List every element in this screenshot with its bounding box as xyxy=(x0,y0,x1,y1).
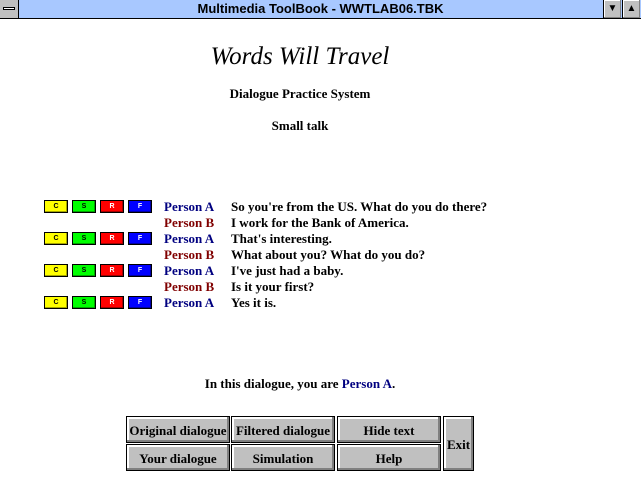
dialogue-line: Is it your first? xyxy=(231,279,315,294)
r-button[interactable]: R xyxy=(100,296,124,309)
dialogue-line: I work for the Bank of America. xyxy=(231,215,409,230)
c-button[interactable]: C xyxy=(44,232,68,245)
f-button[interactable]: F xyxy=(128,264,152,277)
speaker-label: Person B xyxy=(164,247,215,262)
dialogue-row xyxy=(44,215,604,231)
speaker-label: Person A xyxy=(164,231,215,246)
original-dialogue-button[interactable]: Original dialogue xyxy=(126,416,230,443)
dialogue-row xyxy=(44,279,604,295)
dialogue-row xyxy=(44,263,604,279)
f-button[interactable]: F xyxy=(128,200,152,213)
c-button[interactable]: C xyxy=(44,264,68,277)
your-dialogue-button[interactable]: Your dialogue xyxy=(126,444,230,471)
minimize-button[interactable]: ▼ xyxy=(603,0,621,18)
c-button[interactable]: C xyxy=(44,200,68,213)
speaker-label: Person B xyxy=(164,279,215,294)
filtered-dialogue-button[interactable]: Filtered dialogue xyxy=(231,416,335,443)
line-controls xyxy=(44,296,154,309)
hide-text-button[interactable]: Hide text xyxy=(337,416,441,443)
r-button[interactable]: R xyxy=(100,200,124,213)
dialogue-line: So you're from the US. What do you do there? xyxy=(231,199,488,214)
dialogue-row xyxy=(44,295,604,311)
help-button[interactable]: Help xyxy=(337,444,441,471)
speaker-label: Person A xyxy=(164,263,215,278)
s-button[interactable]: S xyxy=(72,232,96,245)
dialogue-row xyxy=(44,199,604,215)
role-person: Person A xyxy=(341,376,392,391)
title-bar[interactable] xyxy=(0,0,641,19)
speaker-label: Person A xyxy=(164,295,215,310)
app-subtitle: Dialogue Practice System xyxy=(229,86,371,101)
f-button[interactable]: F xyxy=(128,296,152,309)
f-button[interactable]: F xyxy=(128,232,152,245)
line-controls xyxy=(44,264,154,277)
dialogue-row xyxy=(44,247,604,263)
window-title: Multimedia ToolBook - WWTLAB06.TBK xyxy=(197,1,444,16)
line-controls xyxy=(44,200,154,213)
exit-button[interactable]: Exit xyxy=(443,416,474,471)
role-prefix: In this dialogue, you are xyxy=(204,376,342,391)
topic-title: Small talk xyxy=(271,118,329,133)
speaker-label: Person B xyxy=(164,215,215,230)
dialogue-line: That's interesting. xyxy=(231,231,332,246)
speaker-label: Person A xyxy=(164,199,215,214)
s-button[interactable]: S xyxy=(72,200,96,213)
r-button[interactable]: R xyxy=(100,264,124,277)
maximize-button[interactable]: ▲ xyxy=(622,0,640,18)
s-button[interactable]: S xyxy=(72,264,96,277)
dialogue-row xyxy=(44,231,604,247)
c-button[interactable]: C xyxy=(44,296,68,309)
line-controls xyxy=(44,232,154,245)
role-suffix: . xyxy=(391,376,396,391)
dialogue-line: I've just had a baby. xyxy=(231,263,344,278)
dialogue-line: What about you? What do you do? xyxy=(231,247,426,262)
role-statement xyxy=(0,376,600,392)
dialogue-line: Yes it is. xyxy=(231,295,277,310)
s-button[interactable]: S xyxy=(72,296,96,309)
app-title: Words Will Travel xyxy=(210,43,390,70)
simulation-button[interactable]: Simulation xyxy=(231,444,335,471)
r-button[interactable]: R xyxy=(100,232,124,245)
